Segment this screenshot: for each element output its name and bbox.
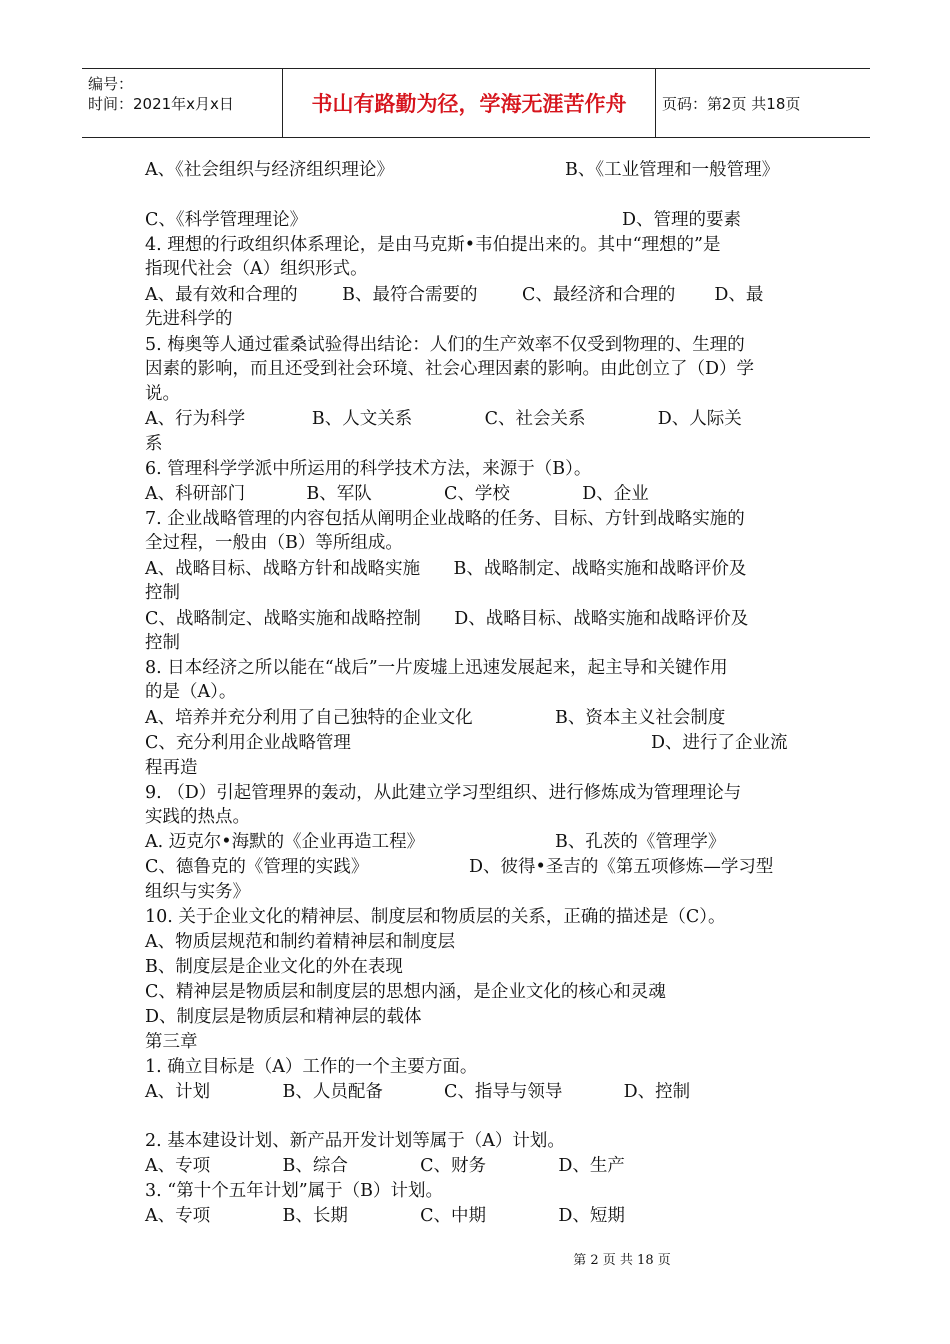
text-line: 全过程，一般由（B）等所组成。 — [145, 533, 403, 553]
text-line: 说。 — [145, 384, 180, 404]
text-line: 5. 梅奥等人通过霍桑试验得出结论：人们的生产效率不仅受到物理的、生理的 — [145, 335, 745, 355]
text-line: A、《社会组织与经济组织理论》 — [145, 160, 394, 180]
text-line: A、专项 B、综合 C、财务 D、生产 — [145, 1156, 625, 1176]
header-motto: 书山有路勤为径，学海无涯苦作舟 — [311, 92, 627, 116]
footer-page-number: 第 2 页 共 18 页 — [573, 1253, 671, 1268]
text-line: 指现代社会（A）组织形式。 — [145, 259, 368, 279]
page-header-table — [82, 68, 870, 138]
text-line: C、精神层是物质层和制度层的思想内涵，是企业文化的核心和灵魂 — [145, 982, 666, 1002]
text-line: 6. 管理科学学派中所运用的科学技术方法，来源于（B）。 — [145, 459, 592, 479]
text-line: 的是（A）。 — [145, 682, 237, 702]
text-line: 8. 日本经济之所以能在“战后”一片废墟上迅速发展起来，起主导和关键作用 — [145, 658, 728, 678]
text-line: A、物质层规范和制约着精神层和制度层 — [145, 932, 456, 952]
text-line: 第三章 — [145, 1032, 198, 1052]
page-footer — [0, 1249, 950, 1268]
text-option-right: B、《工业管理和一般管理》 — [565, 160, 780, 180]
text-line: 10. 关于企业文化的精神层、制度层和物质层的关系，正确的描述是（C）。 — [145, 907, 726, 927]
text-option-right: B、孔茨的《管理学》 — [555, 832, 726, 852]
text-option-right: D、彼得•圣吉的《第五项修炼—学习型 — [469, 857, 774, 877]
text-line: 9. （D）引起管理界的轰动，从此建立学习型组织、进行修炼成为管理理论与 — [145, 783, 742, 803]
time-label: 时间：2021年x月x日 — [88, 95, 234, 113]
text-line: 实践的热点。 — [145, 807, 250, 827]
text-line: 组织与实务》 — [145, 882, 250, 902]
text-line: 7. 企业战略管理的内容包括从阐明企业战略的任务、目标、方针到战略实施的 — [145, 509, 745, 529]
text-line: C、德鲁克的《管理的实践》 — [145, 857, 369, 877]
text-line: A. 迈克尔•海默的《企业再造工程》 — [145, 832, 425, 852]
text-line: 因素的影响，而且还受到社会环境、社会心理因素的影响。由此创立了（D）学 — [145, 359, 755, 379]
text-line: C、战略制定、战略实施和战略控制 D、战略目标、战略实施和战略评价及 — [145, 609, 749, 629]
text-line: A、培养并充分利用了自己独特的企业文化 — [145, 708, 473, 728]
text-line: B、制度层是企业文化的外在表现 — [145, 957, 403, 977]
text-line: A、专项 B、长期 C、中期 D、短期 — [145, 1206, 625, 1226]
text-line: A、科研部门 B、军队 C、学校 D、企业 — [145, 484, 649, 504]
text-line: 4. 理想的行政组织体系理论，是由马克斯•韦伯提出来的。其中“理想的”是 — [145, 235, 721, 255]
text-line: 程再造 — [145, 758, 198, 778]
text-line: D、制度层是物质层和精神层的载体 — [145, 1007, 422, 1027]
text-line: A、最有效和合理的 B、最符合需要的 C、最经济和合理的 D、最 — [145, 285, 764, 305]
number-label: 编号： — [88, 75, 134, 93]
text-option-right: D、进行了企业流 — [651, 733, 788, 753]
text-line: A、行为科学 B、人文关系 C、社会关系 D、人际关 — [145, 409, 742, 429]
text-line: A、计划 B、人员配备 C、指导与领导 D、控制 — [145, 1082, 691, 1102]
text-line: 控制 — [145, 633, 180, 653]
text-line: 2. 基本建设计划、新产品开发计划等属于（A）计划。 — [145, 1131, 565, 1151]
text-line: 系 — [145, 434, 163, 454]
text-line: C、《科学管理理论》 — [145, 210, 308, 230]
text-line: A、战略目标、战略方针和战略实施 B、战略制定、战略实施和战略评价及 — [145, 559, 747, 579]
text-line: 先进科学的 — [145, 309, 233, 329]
text-line: 3. “第十个五年计划”属于（B）计划。 — [145, 1181, 444, 1201]
text-line: 控制 — [145, 583, 180, 603]
header-page-info: 页码：第2页 共18页 — [662, 94, 801, 113]
text-line: C、充分利用企业战略管理 — [145, 733, 351, 753]
header-divider — [655, 69, 656, 137]
header-meta-cell — [82, 69, 282, 137]
text-line: 1. 确立目标是（A）工作的一个主要方面。 — [145, 1057, 478, 1077]
text-option-right: D、管理的要素 — [622, 210, 742, 230]
text-option-right: B、资本主义社会制度 — [555, 708, 726, 728]
